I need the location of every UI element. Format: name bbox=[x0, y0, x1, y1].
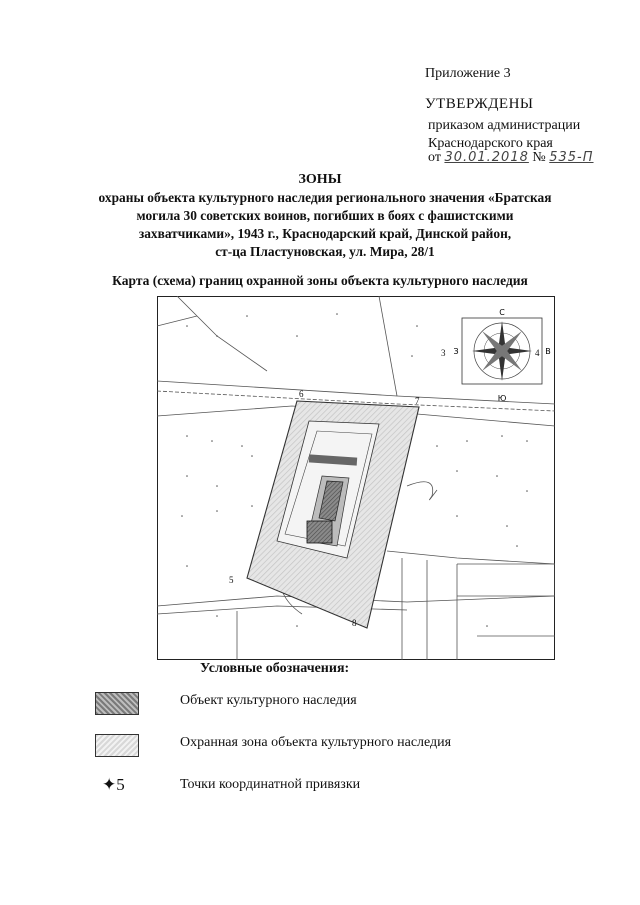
boundary-map bbox=[157, 296, 555, 660]
subtitle-line: охраны объекта культурного наследия регионального значения «Братская bbox=[98, 190, 552, 205]
document-subtitle bbox=[90, 189, 560, 261]
point-label-3: 3 bbox=[441, 348, 446, 358]
document-title: ЗОНЫ bbox=[298, 172, 342, 187]
approval-line-2: Краснодарского края bbox=[428, 136, 553, 151]
compass-east: В bbox=[545, 347, 551, 356]
heritage-object-swatch bbox=[95, 692, 139, 715]
approval-line-1: приказом администрации bbox=[428, 118, 581, 133]
handwritten-date: 30.01.2018 bbox=[444, 150, 529, 165]
point-label-5: 5 bbox=[229, 575, 234, 585]
from-prefix: от bbox=[428, 150, 441, 165]
approval-date-row bbox=[428, 150, 594, 166]
number-prefix: № bbox=[532, 150, 546, 165]
legend-label-heritage-object: Объект культурного наследия bbox=[180, 693, 357, 708]
appendix-label: Приложение 3 bbox=[425, 66, 511, 81]
handwritten-number: 535-П bbox=[549, 150, 594, 165]
legend-title: Условные обозначения: bbox=[200, 661, 350, 676]
subtitle-line: ст-ца Пластуновская, ул. Мира, 28/1 bbox=[215, 244, 435, 259]
compass-north: С bbox=[499, 308, 505, 317]
point-label-7: 7 bbox=[415, 396, 420, 406]
point-label-6: 6 bbox=[299, 389, 304, 399]
map-title: Карта (схема) границ охранной зоны объекта культурного наследия bbox=[112, 273, 528, 288]
point-label-8: 8 bbox=[352, 618, 357, 628]
subtitle-line: могила 30 советских воинов, погибших в боях с фашистскими bbox=[136, 208, 514, 223]
approved-label: УТВЕРЖДЕНЫ bbox=[425, 96, 534, 112]
compass-south: Ю bbox=[497, 394, 507, 403]
subtitle-line: захватчиками», 1943 г., Краснодарский край, Динской район, bbox=[138, 226, 512, 241]
point-label-4: 4 bbox=[535, 348, 540, 358]
legend-label-protection-zone: Охранная зона объекта культурного наследия bbox=[180, 735, 452, 750]
reference-point-symbol: ✦5 bbox=[102, 775, 125, 794]
legend-label-reference-points: Точки координатной привязки bbox=[180, 777, 361, 792]
compass-west: З bbox=[453, 347, 459, 356]
protection-zone-swatch bbox=[95, 734, 139, 757]
